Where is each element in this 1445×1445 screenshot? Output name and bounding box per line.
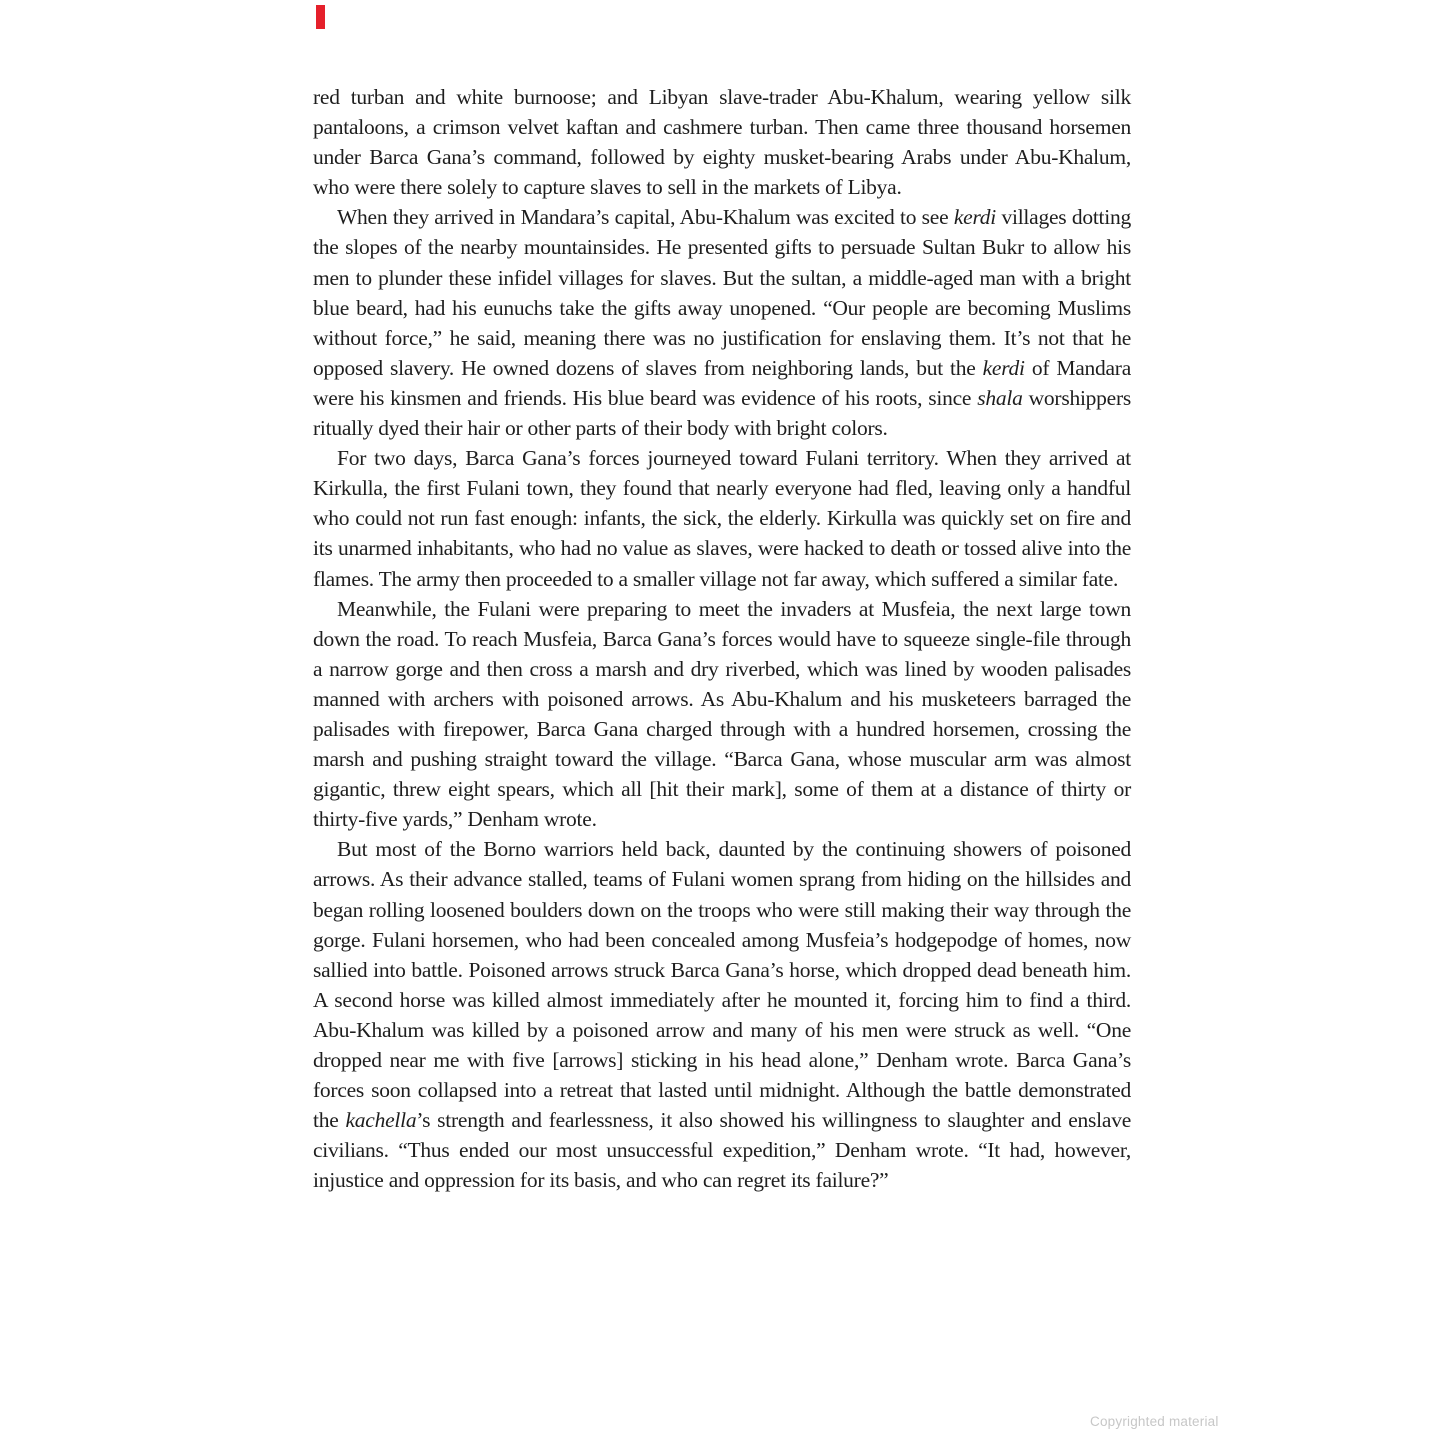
italic-term: shala [977,385,1023,410]
text-run: worshippers ritually dyed their hair or other parts of their body with bright colors. [313,385,1131,441]
text-run: Meanwhile, the Fulani were preparing to meet the invaders at Musfeia, the next large town down the road. To reach Musfeia, Barca Gana’s forces would have to squeeze single-file through a narrow gorge and then cross a marsh and dry riverbed, which was lined by wooden palisades manned with archers with poisoned arrows. As Abu-Khalum and his musketeers barraged the palisades with firepower, Barca Gana charged through with a hundred horsemen, crossing the marsh and pushing straight toward the village. “Barca Gana, whose muscular arm was almost gigantic, threw eight spears, which all [hit their mark], some of them at a distance of thirty or thirty-five yards,” Denham wrote. [313,596,1131,832]
text-run: But most of the Borno warriors held back, daunted by the continuing showers of poisoned arrows. As their advance stalled, teams of Fulani women sprang from hiding on the hillsides and began rolling loosened boulders down on the troops who were still making their way through the gorge. Fulani horsemen, who had been concealed among Musfeia’s hodgepodge of homes, now sallied into battle. Poisoned arrows struck Barca Gana’s horse, which dropped dead beneath him. A second horse was killed almost immediately after he mounted it, forcing him to find a third. Abu-Khalum was killed by a poisoned arrow and many of his men were struck as well. “One dropped near me with five [arrows] sticking in his head alone,” Denham wrote. Barca Gana’s forces soon collapsed into a retreat that lasted until midnight. Although the battle demonstrated the [313,837,1131,1133]
text-run: villages dotting the slopes of the nearby mountainsides. He presented gifts to persuade Sultan Bukr to allow his men to plunder these infidel villages for slaves. But the sultan, a middle-aged man with a bright blue beard, had his eunuchs take the gifts away unopened. “Our people are becoming Muslims without force,” he said, meaning there was no justification for enslaving them. It’s not that he opposed slavery. He owned dozens of slaves from neighboring lands, but the [313,205,1132,380]
text-run: of Mandara were his kinsmen and friends. His blue beard was evidence of his roots, since [313,355,1131,410]
paragraph [313,834,1131,1195]
paragraph [313,443,1131,593]
text-run: red turban and white burnoose; and Libyan slave-trader Abu-Khalum, wearing yellow silk pantaloons, a crimson velvet kaftan and cashmere turban. Then came three thousand horsemen under Barca Gana’s command, followed by eighty musket-bearing Arabs under Abu-Khalum, who were there solely to capture slaves to sell in the markets of Libya. [313,85,1131,200]
paragraph [313,594,1131,835]
paragraph [313,202,1131,443]
copyright-notice: Copyrighted material [1090,1414,1219,1429]
page-text-block [313,82,1131,1195]
italic-term: kachella [345,1108,417,1133]
paragraph [313,82,1131,202]
text-run: For two days, Barca Gana’s forces journeyed toward Fulani territory. When they arrived at Kirkulla, the first Fulani town, they found that nearly everyone had fled, leaving only a handful who could not run fast enough: infants, the sick, the elderly. Kirkulla was quickly set on fire and its unarmed inhabitants, who had no value as slaves, were hacked to death or tossed alive into the flames. The army then proceeded to a smaller village not far away, which suffered a similar fate. [313,446,1131,591]
red-scan-artifact-mark [316,5,325,29]
italic-term: kerdi [982,355,1025,380]
text-run: When they arrived in Mandara’s capital, Abu-Khalum was excited to see [337,205,954,230]
text-run: ’s strength and fearlessness, it also showed his willingness to slaughter and enslave civilians. “Thus ended our most unsuccessful expedition,” Denham wrote. “It had, however, injustice and oppression for its basis, and who can regret its failure?” [313,1108,1131,1193]
italic-term: kerdi [953,205,996,230]
